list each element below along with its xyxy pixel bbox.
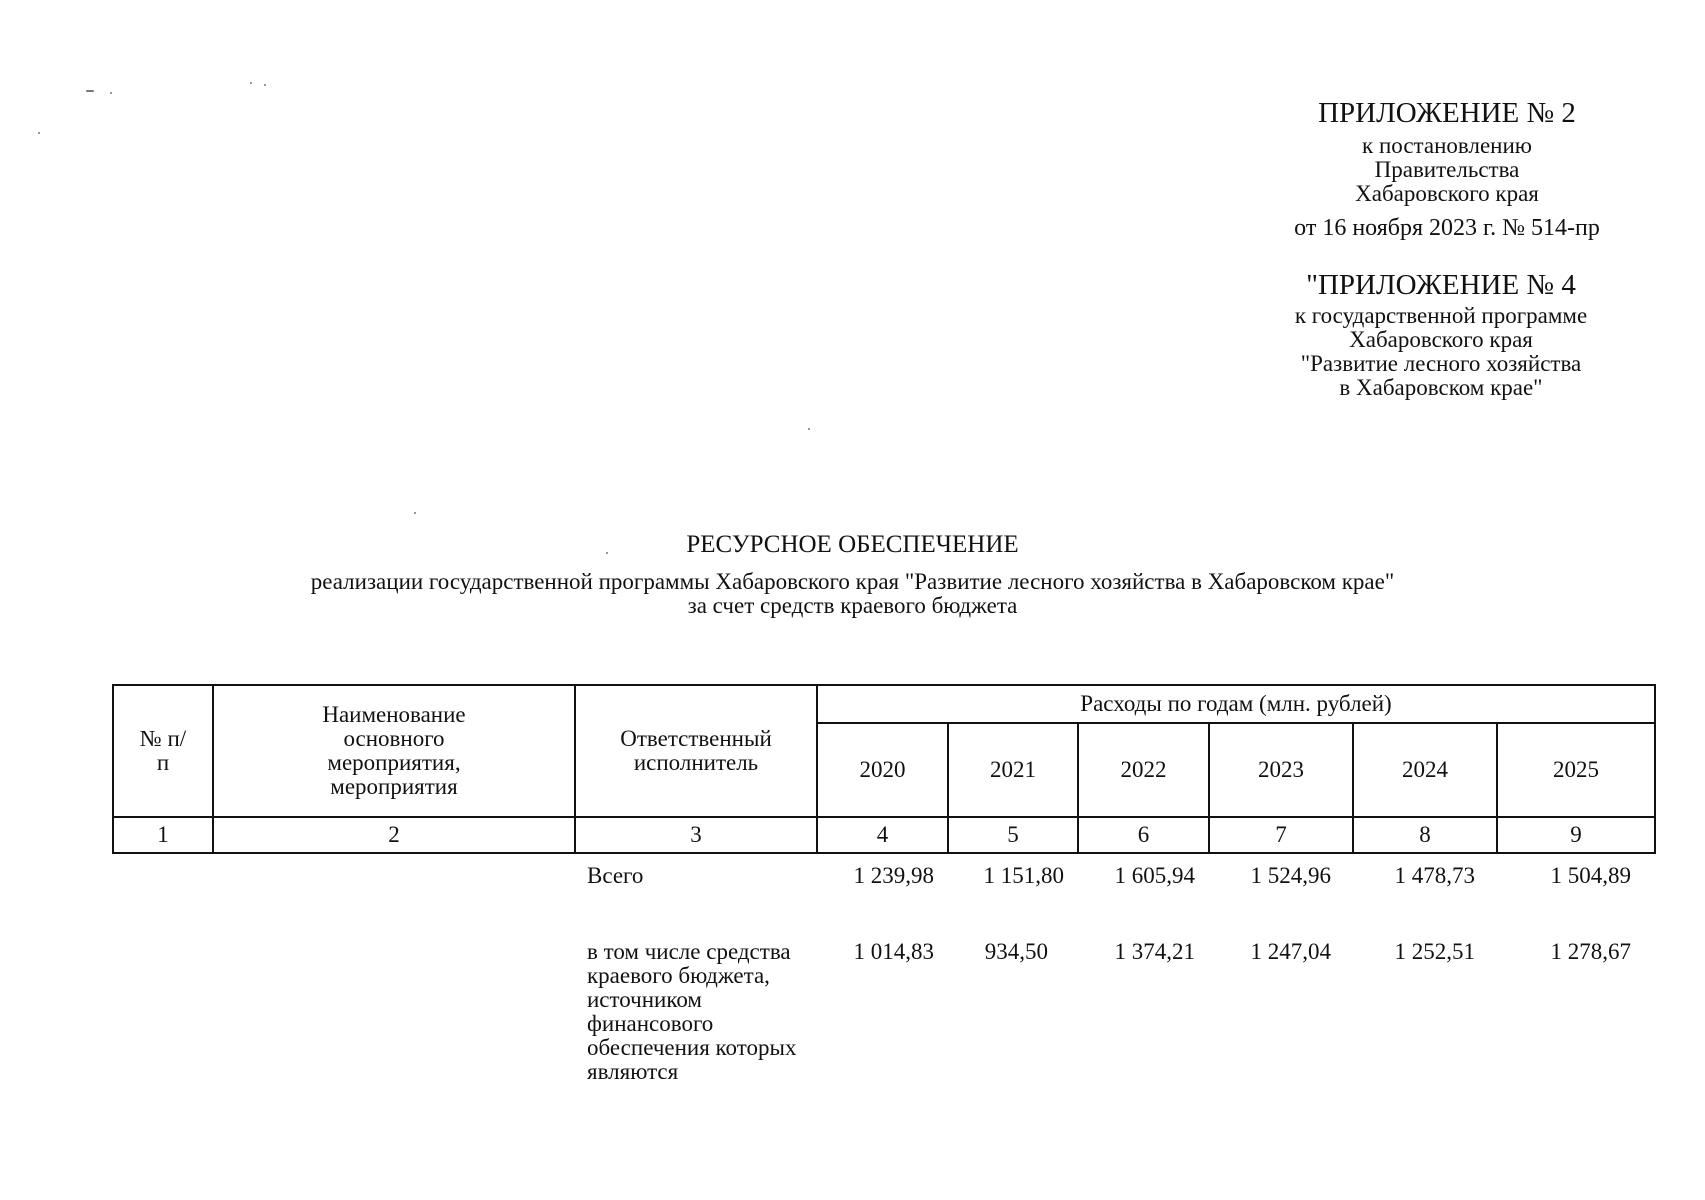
program-appendix-line-4: в Хабаровском крае" bbox=[1339, 375, 1543, 400]
cell-total-2021: 1 151,80 bbox=[983, 863, 1064, 888]
scan-speck bbox=[606, 552, 608, 554]
col-number-2: 2 bbox=[213, 817, 575, 853]
header-year-2025: 2025 bbox=[1497, 723, 1655, 817]
header-expenses: Расходы по годам (млн. рублей) bbox=[817, 685, 1655, 723]
program-appendix-line-2: Хабаровского края bbox=[1349, 327, 1533, 352]
header-num: № п/п bbox=[113, 685, 213, 817]
table-row bbox=[113, 936, 1655, 1084]
header-year-2022: 2022 bbox=[1078, 723, 1209, 817]
col-number-1: 1 bbox=[113, 817, 213, 853]
program-appendix-line-1: к государственной программе bbox=[1294, 303, 1588, 328]
header-executor: Ответственный исполнитель bbox=[575, 685, 817, 817]
document-title: РЕСУРСНОЕ ОБЕСПЕЧЕНИЕ bbox=[686, 531, 1019, 558]
cell-regional-2022: 1 374,21 bbox=[1114, 939, 1195, 964]
appendix-line-1: к постановлению bbox=[1362, 133, 1532, 158]
appendix-line-2: Правительства bbox=[1374, 157, 1520, 182]
cell-total-2022: 1 605,94 bbox=[1114, 863, 1195, 888]
program-appendix-title: "ПРИЛОЖЕНИЕ № 4 bbox=[1306, 269, 1576, 301]
cell-regional-2024: 1 252,51 bbox=[1394, 939, 1475, 964]
appendix-date: от 16 ноября 2023 г. № 514-пр bbox=[1294, 215, 1600, 241]
scan-speck bbox=[264, 84, 266, 86]
cell-total-2020: 1 239,98 bbox=[853, 863, 934, 888]
row-label-total: Всего bbox=[587, 863, 644, 888]
program-appendix-stamp bbox=[1241, 268, 1641, 400]
scan-speck bbox=[86, 90, 94, 92]
scan-speck bbox=[414, 512, 416, 514]
col-number-8: 8 bbox=[1353, 817, 1497, 853]
col-number-6: 6 bbox=[1078, 817, 1209, 853]
col-number-9: 9 bbox=[1497, 817, 1655, 853]
appendix-stamp bbox=[1267, 96, 1627, 242]
header-year-2020: 2020 bbox=[817, 723, 948, 817]
header-year-2023: 2023 bbox=[1209, 723, 1353, 817]
cell-regional-2023: 1 247,04 bbox=[1250, 939, 1331, 964]
appendix-title: ПРИЛОЖЕНИЕ № 2 bbox=[1318, 97, 1576, 129]
col-number-5: 5 bbox=[948, 817, 1078, 853]
cell-regional-2020: 1 014,83 bbox=[853, 939, 934, 964]
row-label-regional-budget: в том числе средства краевого бюджета, источником финансового обеспечения которых являются bbox=[587, 939, 797, 1084]
document-subtitle-1: реализации государственной программы Хабаровского края "Развитие лесного хозяйства в Хабаровском крае" bbox=[310, 569, 1395, 594]
cell-regional-2021: 934,50 bbox=[984, 939, 1048, 964]
header-year-2021: 2021 bbox=[948, 723, 1078, 817]
scan-speck bbox=[38, 132, 40, 134]
scan-speck bbox=[808, 428, 810, 430]
header-year-2024: 2024 bbox=[1353, 723, 1497, 817]
resource-table bbox=[112, 684, 1656, 1084]
program-appendix-line-3: "Развитие лесного хозяйства bbox=[1300, 351, 1582, 376]
col-number-4: 4 bbox=[817, 817, 948, 853]
col-number-7: 7 bbox=[1209, 817, 1353, 853]
scan-speck bbox=[110, 92, 112, 94]
scan-speck bbox=[250, 82, 252, 84]
table-row bbox=[113, 853, 1655, 936]
cell-regional-2025: 1 278,67 bbox=[1550, 939, 1632, 964]
cell-total-2025: 1 504,89 bbox=[1550, 863, 1632, 888]
cell-total-2024: 1 478,73 bbox=[1394, 863, 1475, 888]
appendix-line-3: Хабаровского края bbox=[1355, 181, 1539, 206]
document-heading bbox=[0, 530, 1705, 618]
header-name: Наименование основного мероприятия, мероприятия bbox=[213, 685, 575, 817]
cell-total-2023: 1 524,96 bbox=[1250, 863, 1331, 888]
document-subtitle-2: за счет средств краевого бюджета bbox=[687, 593, 1018, 618]
col-number-3: 3 bbox=[575, 817, 817, 853]
